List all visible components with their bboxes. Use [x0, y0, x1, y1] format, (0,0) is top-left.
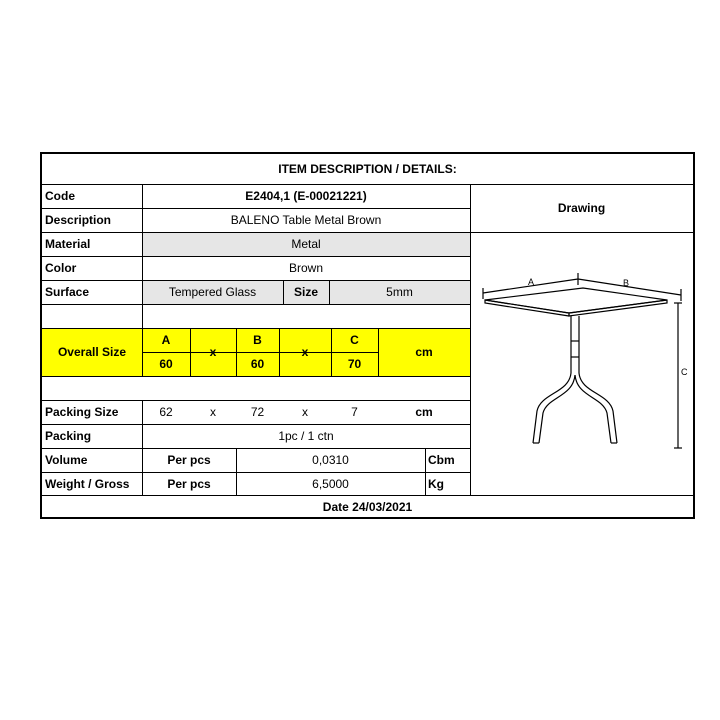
- weight-per: Per pcs: [167, 476, 211, 491]
- dim-b-value: 60: [250, 357, 265, 371]
- dim-c-text: C: [681, 367, 688, 377]
- dim-a-value: 60: [159, 357, 173, 371]
- hline: [42, 304, 470, 305]
- material-value: Metal: [291, 237, 321, 251]
- volume-label: Volume: [45, 453, 88, 467]
- material-label: Material: [45, 237, 91, 251]
- weight-value: 6,5000: [312, 476, 349, 491]
- dim-c-label: C: [350, 333, 359, 347]
- sheet-title: ITEM DESCRIPTION / DETAILS:: [278, 162, 457, 176]
- packing-size-unit: cm: [415, 405, 433, 419]
- dim-a-text: A: [528, 277, 535, 287]
- packing-size-height: 7: [351, 405, 358, 419]
- packing-label: Packing: [45, 429, 92, 443]
- volume-per: Per pcs: [167, 453, 211, 467]
- code-value: E2404,1 (E-00021221): [245, 189, 367, 203]
- dim-b-text: B: [623, 278, 630, 288]
- volume-value: 0,0310: [312, 453, 349, 467]
- weight-label: Weight / Gross: [45, 476, 130, 491]
- color-value: Brown: [288, 261, 323, 275]
- description-label: Description: [45, 213, 112, 227]
- packing-value: 1pc / 1 ctn: [278, 429, 334, 443]
- description-value: BALENO Table Metal Brown: [230, 213, 382, 227]
- dim-a-label: A: [161, 333, 171, 347]
- date-footer: Date 24/03/2021: [322, 499, 413, 514]
- size-label: Size: [293, 285, 318, 299]
- size-value: 5mm: [386, 285, 413, 299]
- item-details-sheet: [40, 152, 695, 519]
- times-sign: x: [302, 405, 308, 419]
- times-sign: x: [210, 405, 216, 419]
- table-drawing: [471, 233, 693, 495]
- volume-unit: Cbm: [428, 453, 455, 467]
- dim-c-value: 70: [347, 357, 362, 371]
- packing-size-length: 62: [159, 405, 173, 419]
- dim-b-label: B: [253, 333, 262, 347]
- hline: [42, 376, 470, 377]
- packing-size-width: 72: [250, 405, 265, 419]
- overall-size-label: Overall Size: [57, 345, 127, 359]
- color-label: Color: [45, 261, 77, 275]
- packing-size-label: Packing Size: [45, 405, 119, 419]
- surface-value: Tempered Glass: [168, 285, 257, 299]
- times-sign: x: [209, 345, 217, 359]
- code-label: Code: [45, 189, 75, 203]
- overall-size-unit: cm: [415, 345, 433, 359]
- times-sign: x: [301, 345, 309, 359]
- weight-unit: Kg: [428, 476, 444, 491]
- drawing-label: Drawing: [557, 201, 606, 215]
- surface-label: Surface: [45, 285, 90, 299]
